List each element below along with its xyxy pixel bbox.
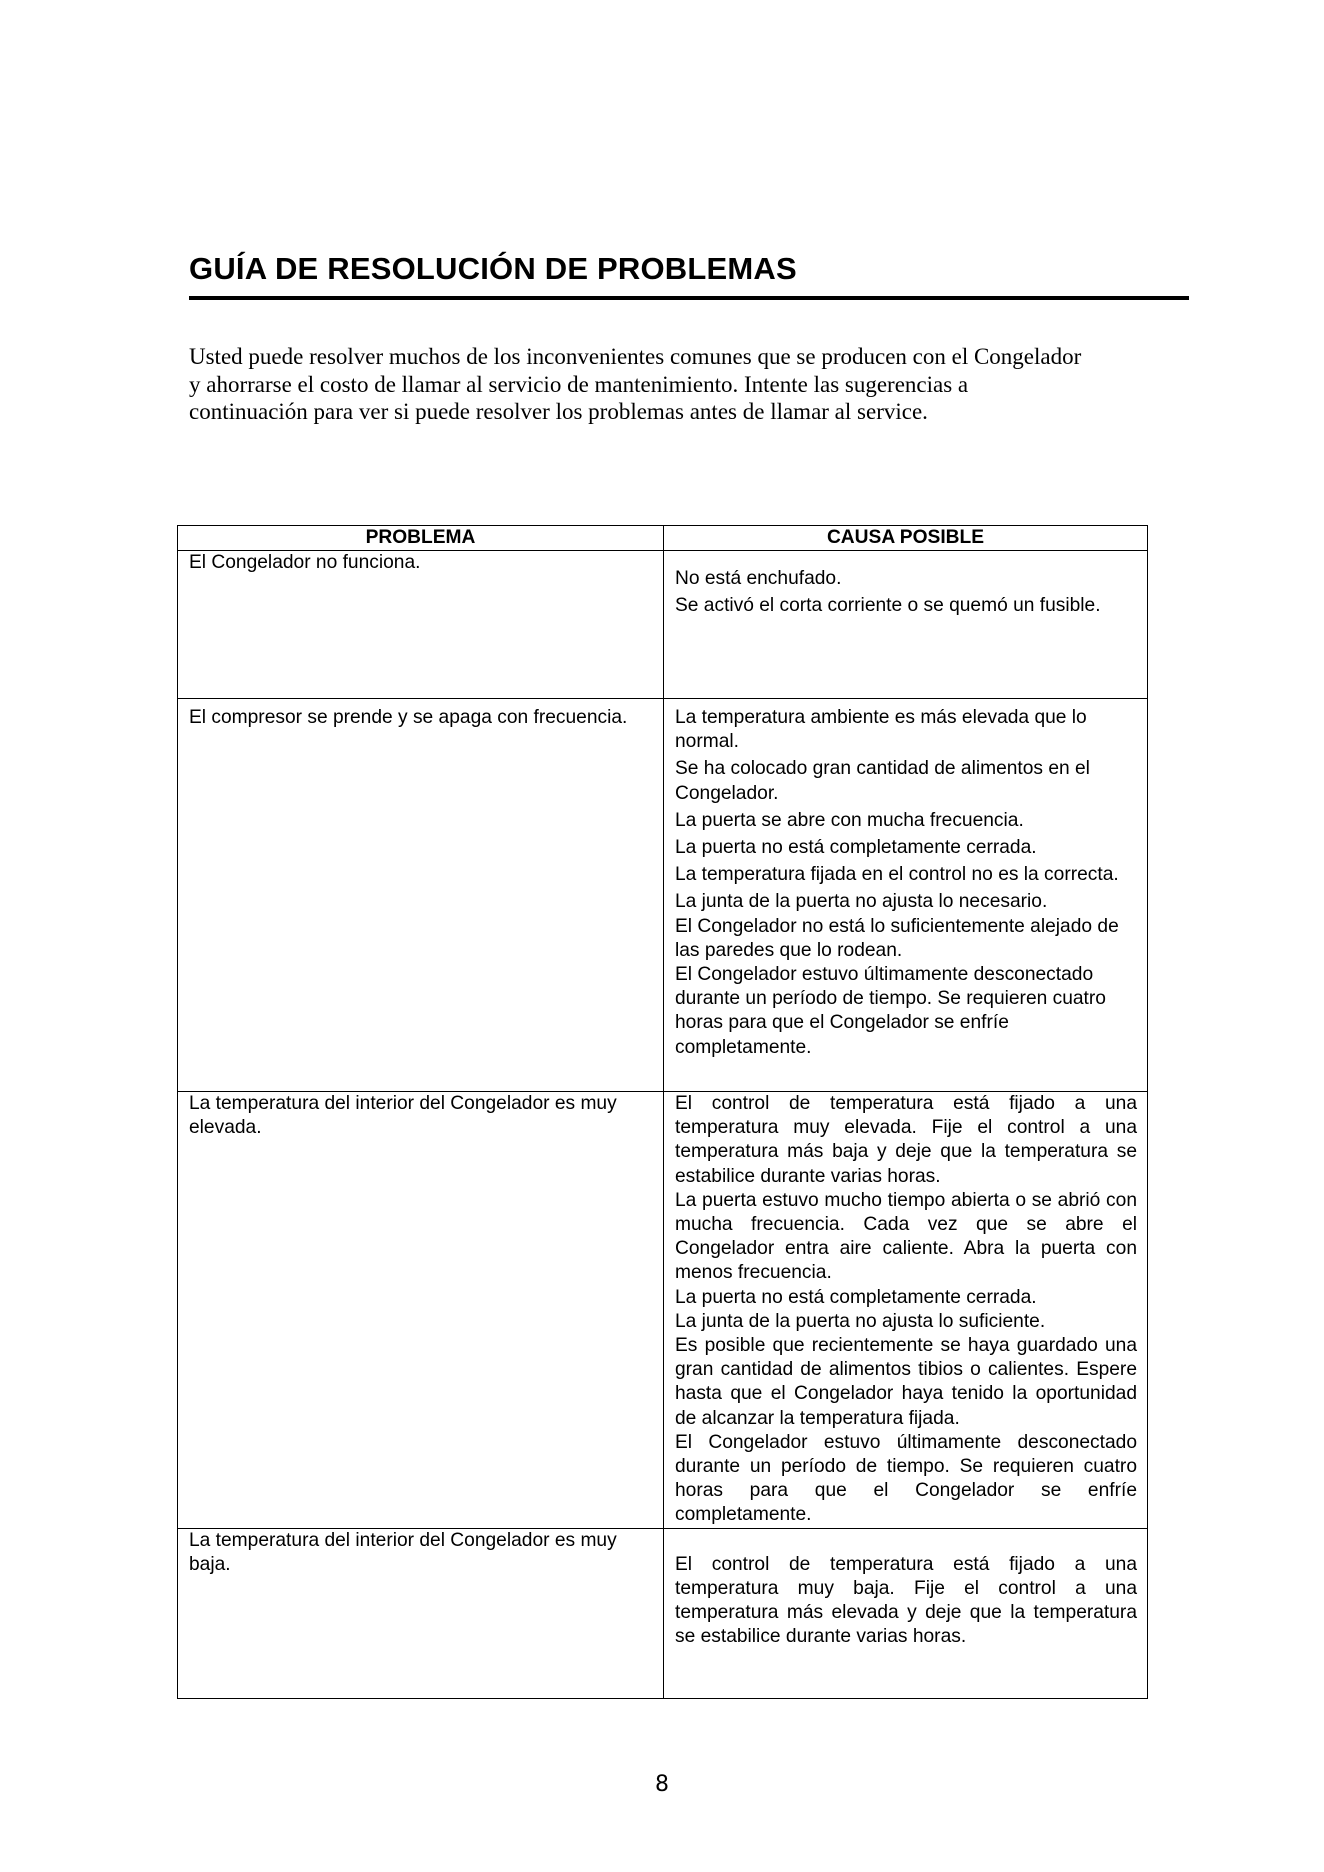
header-cause: CAUSA POSIBLE bbox=[664, 526, 1148, 551]
cause-item: La junta de la puerta no ajusta lo necesario. bbox=[675, 891, 1048, 913]
page-title: GUÍA DE RESOLUCIÓN DE PROBLEMAS bbox=[189, 251, 797, 286]
problem-cell bbox=[178, 699, 664, 1092]
problem-cell bbox=[178, 1528, 664, 1698]
cause-item: La puerta no está completamente cerrada. bbox=[675, 1286, 1037, 1308]
cause-cell bbox=[664, 551, 1148, 699]
cause-item: El Congelador estuvo últimamente desconectado durante un período de tiempo. Se requieren cuatro horas para que el Congelador se enfríe completamente. bbox=[675, 964, 1106, 1058]
cause-item: La junta de la puerta no ajusta lo suficiente. bbox=[675, 1310, 1046, 1332]
cause-item: La puerta se abre con mucha frecuencia. bbox=[675, 809, 1024, 831]
problem-text: La temperatura del interior del Congelador es muy baja. bbox=[189, 1529, 617, 1575]
cause-item: El Congelador estuvo últimamente desconectado durante un período de tiempo. Se requieren cuatro horas para que el Congelador se enfríe completamente. bbox=[675, 1431, 1137, 1526]
cause-item: La puerta no está completamente cerrada. bbox=[675, 837, 1037, 859]
problem-text: El compresor se prende y se apaga con frecuencia. bbox=[189, 707, 628, 728]
cause-item: Se ha colocado gran cantidad de alimentos en el Congelador. bbox=[675, 758, 1090, 804]
header-problem: PROBLEMA bbox=[178, 526, 664, 551]
problem-text: La temperatura del interior del Congelador es muy elevada. bbox=[189, 1093, 617, 1139]
problem-cell bbox=[178, 1092, 664, 1529]
problem-cell bbox=[178, 551, 664, 699]
table-row bbox=[178, 1528, 1148, 1698]
cause-item: No está enchufado. bbox=[675, 568, 842, 589]
title-underline bbox=[189, 296, 1189, 300]
cause-item: La puerta estuvo mucho tiempo abierta o se abrió con mucha frecuencia. Cada vez que se abre el Congelador entra aire caliente. Abra la puerta con menos frecuencia. bbox=[675, 1189, 1137, 1284]
cause-cell bbox=[664, 699, 1148, 1092]
cause-cell bbox=[664, 1092, 1148, 1529]
problem-text: El Congelador no funciona. bbox=[189, 552, 421, 573]
page-number: 8 bbox=[655, 1772, 669, 1797]
troubleshooting-table bbox=[177, 525, 1148, 1699]
intro-paragraph: Usted puede resolver muchos de los inconvenientes comunes que se producen con el Congelador y ahorrarse el costo de llamar al servicio de mantenimiento. Intente las sugerencias a continuación para ver si puede resolver los problemas antes de llamar al service. bbox=[189, 344, 1082, 424]
cause-item: La temperatura fijada en el control no es la correcta. bbox=[675, 864, 1119, 886]
table-header-row bbox=[178, 526, 1148, 551]
cause-item: El control de temperatura está fijado a una temperatura muy baja. Fije el control a una temperatura más elevada y deje que la temperatura se estabilice durante varias horas. bbox=[675, 1553, 1137, 1648]
cause-item: La temperatura ambiente es más elevada que lo normal. bbox=[675, 707, 1087, 753]
table-row bbox=[178, 551, 1148, 699]
cause-cell bbox=[664, 1528, 1148, 1698]
cause-item: Se activó el corta corriente o se quemó un fusible. bbox=[675, 595, 1101, 617]
table-row bbox=[178, 699, 1148, 1092]
cause-item: El control de temperatura está fijado a una temperatura muy elevada. Fije el control a una temperatura más baja y deje que la temperatura se estabilice durante varias horas. bbox=[675, 1093, 1137, 1187]
cause-item: El Congelador no está lo suficientemente alejado de las paredes que lo rodean. bbox=[675, 915, 1119, 961]
table-row bbox=[178, 1092, 1148, 1529]
cause-item: Es posible que recientemente se haya guardado una gran cantidad de alimentos tibios o calientes. Espere hasta que el Congelador haya tenido la oportunidad de alcanzar la temperatura fijada. bbox=[675, 1335, 1137, 1429]
